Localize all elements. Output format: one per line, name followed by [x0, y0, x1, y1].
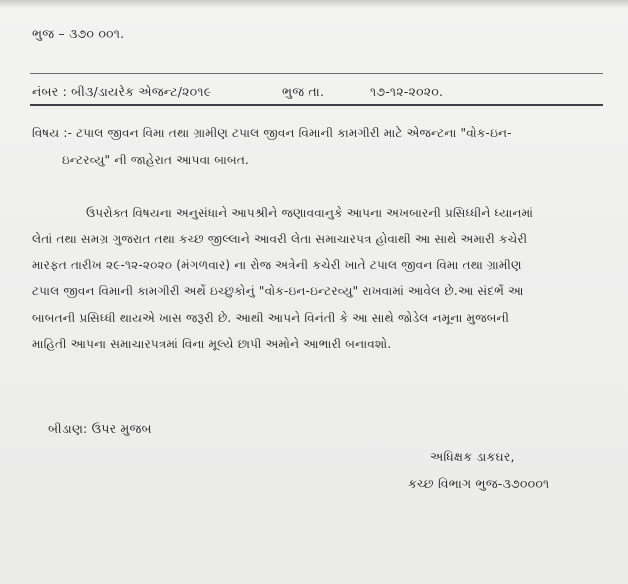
reference-bottom-rule: [30, 104, 603, 106]
reference-number: નંબર : બી૩/ડાયરેક એજન્ટ/૨૦૧૯: [32, 84, 212, 99]
subject-line-2: ઇન્ટરવ્યુ" ની જાહેરાત આપવા બાબત.: [62, 153, 250, 167]
address-line: ભુજ – ૩૭૦ ૦૦૧.: [32, 26, 125, 41]
reference-place-date-label: ભુજ તા.: [282, 84, 325, 99]
body-line-1: ઉપરોક્ત વિષયના અનુસંધાને આપશ્રીને જણાવવાનુકે આપના અખબારની પ્રસિધ્ધીને ધ્યાનમાં: [86, 206, 534, 220]
body-line-5: બાબતની પ્રસિધ્ધી થાયએ ખાસ જરૂરી છે. આથી આપને વિનંતી કે આ સાથે જોડેલ નમૂના મુજબની: [32, 311, 510, 325]
reference-date: ૧૭-૧૨-૨૦૨૦.: [370, 84, 444, 99]
signatory-title: અધિક્ષક ડાકઘર,: [430, 449, 515, 464]
page-edge-shadow: [0, 0, 628, 8]
body-line-2: લેતાં તથા સમગ્ર ગુજરાત તથા કચ્છ જીલ્લાને આવરી લેતા સમાચારપત્ર હોવાથી આ સાથે અમારી કચેરી: [32, 232, 528, 246]
subject-line-1: વિષય :- ટપાલ જીવન વિમા તથા ગ્રામીણ ટપાલ જીવન વિમાની કામગીરી માટે એજન્ટના "વોક-ઇન-: [32, 126, 512, 140]
body-line-3: મારફત તારીખ ૨૯-૧૨-૨૦૨૦ (મંગળવાર) ના રોજ અત્રેની કચેરી ખાતે ટપાલ જીવન વિમા તથા ગ્રામીણ: [32, 258, 522, 272]
enclosure-note: બીડાણ: ઉપર મુજબ: [48, 421, 152, 436]
body-line-6: માહિતી આપના સમાચારપત્રમાં વિના મૂલ્યે છાપી અમોને આભારી બનાવશો.: [32, 337, 392, 351]
signatory-division: કચ્છ વિભાગ ભુજ-૩૭૦૦૦૧: [408, 476, 550, 491]
reference-top-rule: [30, 73, 603, 74]
body-line-4: ટપાલ જીવન વિમાની કામગીરી અર્થે ઇચ્છુકોનું "વોક-ઇન-ઇન્ટરવ્યુ" રાખવામાં આવેલ છે.આ સંદર્ભે આ: [32, 284, 524, 298]
